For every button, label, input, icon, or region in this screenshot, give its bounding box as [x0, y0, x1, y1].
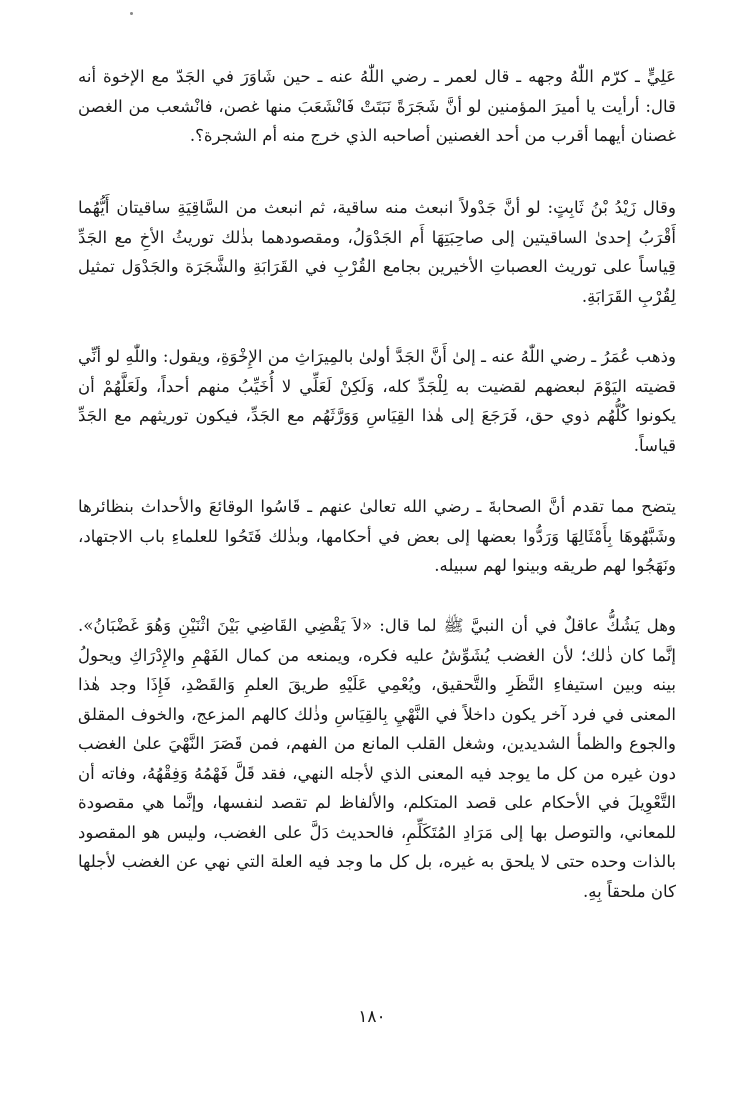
paragraph-text: عَلِيٍّ ـ كرّم اللّٰهُ وجهه ـ قال لعمر ـ رضي اللّٰهُ عنه ـ حين شَاوَرَ في الجَدّ مع الإخوة أنه قال: أرأيت يا أميرَ المؤمنين لو أنَّ شَجَرَةً نَبَتَتْ فَانْشَعَبَ منها غصن، فانْشعب من الغصن غصنان أيهما أقرب من أحد الغصنين أصاحبه الذي خرج منه أم الشجرة؟.: [78, 67, 676, 145]
paragraph-judge-anger: [78, 611, 676, 906]
paragraph-text: يتضح مما تقدم أنَّ الصحابةَ ـ رضي الله تعالىٰ عنهم ـ قَاسُوا الوقائعَ والأحداث بنظائرها وشَبَّهُوهَا بِأَمْثَالِهَا وَرَدُّوا بعضها إلى بعض في أحكامها، وبذٰلك فَتَحُوا للعلماءِ باب الاجتهاد، ونَهَجُوا لهم طريقه وبينوا لهم سبيله.: [78, 497, 676, 575]
paragraph-ali-advice: [78, 62, 676, 151]
paragraph-companions-conclusion: [78, 492, 676, 581]
paragraph-umar-view: [78, 342, 676, 460]
paragraph-text: وهل يَشُكُّ عاقلٌ في أن النبيَّ ﷺ لما قال: «لاَ يَقْضِي القَاضِي بَيْنَ اثْنَيْنِ وَهُوَ غَضْبَانُ». إنَّما كان ذٰلك؛ لأن الغضب يُشَوِّشُ عليه فكره، ويمنعه من كمال الفَهْمِ والإِدْرَاكِ ويحولُ بينه وبين استيفاءِ النَّظَرِ والتَّحقيق، ويُعْمِي عَلَيْهِ طريقَ العلمِ وَالقَصْدِ، فَإِذَا وجد هٰذا المعنى في فرد آخر يكون داخلاً في النَّهْيِ بِالقِيَاسِ وذٰلك كالهم المزعج، والخوف المقلق والجوع والظمأ الشديدين، وشغل القلب المانع من الفهم، فمن قَصَرَ النَّهْيَ علىٰ الغضب دون غيره من كل ما يوجد فيه المعنى الذي لأجله النهي، فقد قَلَّ فَهْمُهُ وَفِقْهُهُ، وفاته أن التَّعْوِيلَ في الأحكام على قصد المتكلم، والألفاظ لم تقصد لنفسها، وإنَّما هي مقصودة للمعاني، والتوصل بها إلى مَرَادِ المُتَكَلِّمِ، فالحديث دَلَّ على الغضب، وليس هو المقصود بالذات وحده حتى لا يلحق به غيره، بل كل ما وجد فيه العلة التي نهي عن الغضب لأجلها كان ملحقاً بِهِ.: [78, 616, 676, 901]
scan-speck: [130, 12, 133, 15]
paragraph-text: وقال زَيْدُ بْنُ ثَابِتٍ: لو أنَّ جَدْولاً انبعث منه ساقية، ثم انبعث من السَّاقِيَةِ ساقيتان أَيُّهُما أَقْرَبُ إحدىٰ الساقيتين إلى صاحِبَتِهَا أَم الجَدْوَلُ، ومقصودهما بذٰلك توريثُ الأخِ مع الجَدِّ قِياساً على توريث العصباتِ الأخيرين بجامع القُرْبِ في القَرَابَةِ والشَّجَرَة والجَدْوَل تمثيل لِقُرْبِ القَرَابَةِ.: [78, 198, 676, 306]
page-number: ١٨٠: [358, 1007, 386, 1027]
paragraph-text: وذهب عُمَرُ ـ رضي اللّٰهُ عنه ـ إلىٰ أَنَّ الجَدَّ أولىٰ بالمِيرَاثِ من الإِخْوَةِ، ويقول: واللّٰهِ لو أنِّي قضيته اليَوْمَ لبعضهم لقضيت به لِلْجَدِّ كله، وَلَكِنْ لَعَلِّي لا أُخَيِّبُ منهم أحداً، ولَعَلَّهُمْ أن يكونوا كُلُّهُم ذوي حق، فَرَجَعَ إلى هٰذا القِيَاسِ وَوَرَّثَهُم مع الجَدِّ، فيكون توريثهم مع الجَدِّ قياساً.: [78, 347, 676, 455]
paragraph-zayd-analogy: [78, 193, 676, 311]
